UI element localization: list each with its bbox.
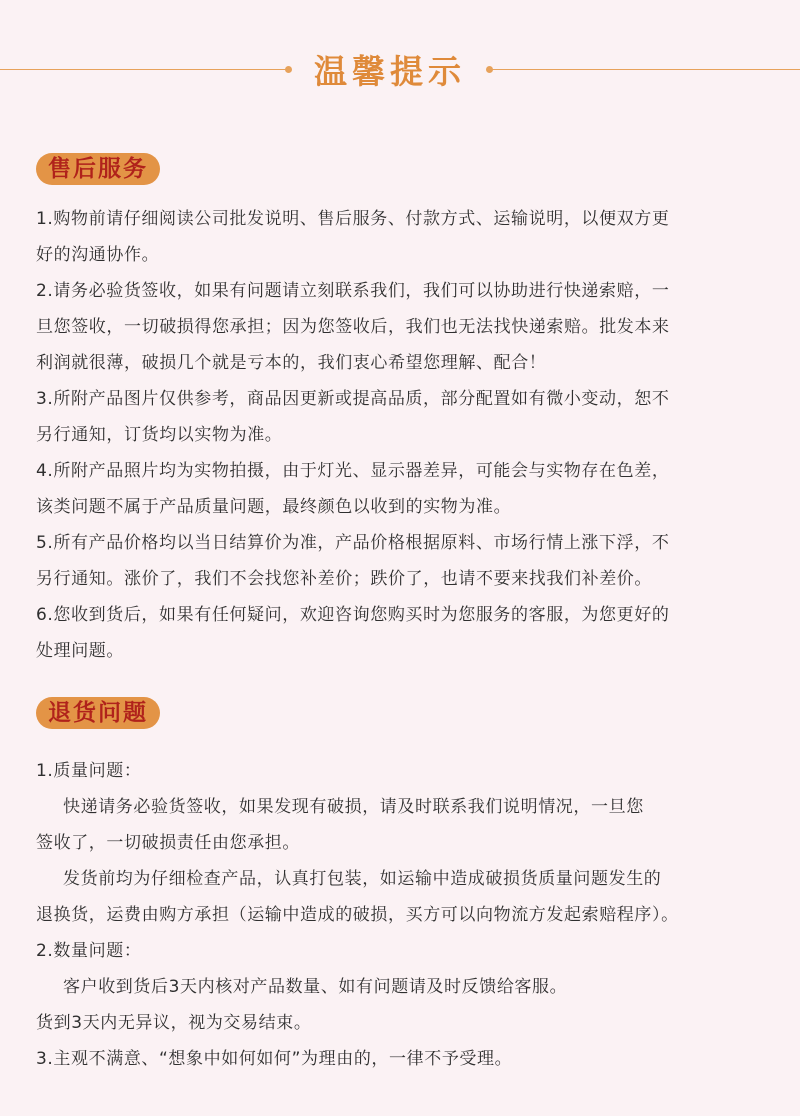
after-sales-text xyxy=(36,201,776,669)
page-title: 温馨提示 xyxy=(314,52,466,91)
text-line: 货到3天内无异议，视为交易结束。 xyxy=(36,1013,312,1033)
text-line: 签收了，一切破损责任由您承担。 xyxy=(36,833,300,853)
title-dot-left xyxy=(285,66,292,73)
text-line: 1.购物前请仔细阅读公司批发说明、售后服务、付款方式、运输说明，以便双方更 xyxy=(36,209,670,229)
text-line: 另行通知。涨价了，我们不会找您补差价；跌价了，也请不要来找我们补差价。 xyxy=(36,569,652,589)
text-line: 5.所有产品价格均以当日结算价为准，产品价格根据原料、市场行情上涨下浮，不 xyxy=(36,533,670,553)
text-line: 6.您收到货后，如果有任何疑问，欢迎咨询您购买时为您服务的客服，为您更好的 xyxy=(36,605,670,625)
title-row xyxy=(0,40,800,100)
text-line: 好的沟通协作。 xyxy=(36,245,160,265)
returns-text xyxy=(36,753,776,1077)
title-divider-left xyxy=(0,69,286,70)
text-line: 快递请务必验货签收，如果发现有破损，请及时联系我们说明情况，一旦您 xyxy=(63,797,644,817)
section-heading-returns: 退货问题 xyxy=(36,697,160,729)
text-line: 该类问题不属于产品质量问题，最终颜色以收到的实物为准。 xyxy=(36,497,512,517)
text-line: 1.质量问题： xyxy=(36,761,142,781)
text-line: 退换货，运费由购方承担（运输中造成的破损，买方可以向物流方发起索赔程序）。 xyxy=(36,905,679,925)
text-line: 2.请务必验货签收，如果有问题请立刻联系我们，我们可以协助进行快递索赔，一 xyxy=(36,281,670,301)
text-line: 利润就很薄，破损几个就是亏本的，我们衷心希望您理解、配合！ xyxy=(36,353,547,373)
text-line: 旦您签收，一切破损得您承担；因为您签收后，我们也无法找快递索赔。批发本来 xyxy=(36,317,670,337)
title-divider-right xyxy=(488,69,800,70)
text-line: 客户收到货后3天内核对产品数量、如有问题请及时反馈给客服。 xyxy=(63,977,568,997)
text-line: 发货前均为仔细检查产品，认真打包装，如运输中造成破损货质量问题发生的 xyxy=(63,869,662,889)
text-line: 3.所附产品图片仅供参考，商品因更新或提高品质，部分配置如有微小变动，恕不 xyxy=(36,389,670,409)
text-line: 另行通知，订货均以实物为准。 xyxy=(36,425,283,445)
text-line: 处理问题。 xyxy=(36,641,124,661)
text-line: 4.所附产品照片均为实物拍摄，由于灯光、显示器差异，可能会与实物存在色差， xyxy=(36,461,670,481)
text-line: 2.数量问题： xyxy=(36,941,142,961)
section-heading-after-sales: 售后服务 xyxy=(36,153,160,185)
text-line: 3.主观不满意、“想象中如何如何”为理由的，一律不予受理。 xyxy=(36,1049,513,1069)
